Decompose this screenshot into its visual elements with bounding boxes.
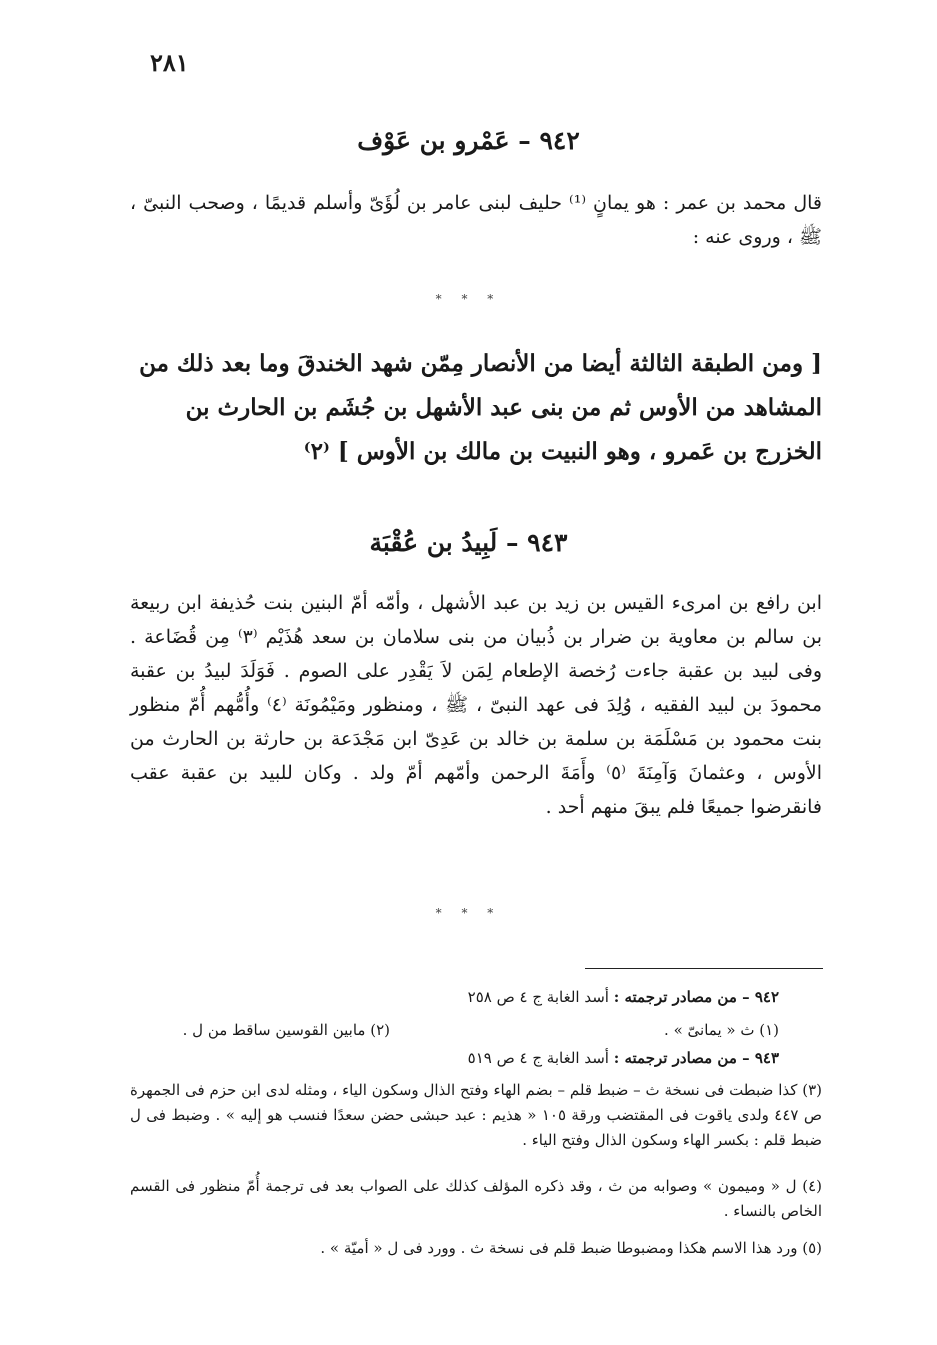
entry-942-title: ٩٤٢ – عَمْرو بن عَوْف: [357, 126, 580, 155]
footnote-source-943: [79, 1046, 779, 1071]
footnote-source-942: [79, 985, 779, 1010]
footnote-rule: [585, 968, 823, 969]
entry-943-text: ابن رافع بن امرىء القيس بن زيد بن عبد الأشهل ، وأمّه أمّ البنين بنت حُذيفة ابن ربيعة بن سالم بن معاوية بن ضرار بن ذُبيان من بنى سلامان بن سعد هُذَيْم ⁽٣⁾ مِن قُضَاعة . وفى لبيد بن عقبة جاءت رُخصة الإطعام لِمَن لاَ يَقْدِر على الصوم . فَوَلَدَ لبيدُ بن عقبة محمودَ بن لبيد الفقيه ، وُلِدَ فى عهد النبىّ ، ﷺ ، ومنظور ومَيْمُونَة ⁽٤⁾ وأُمُّهم أُمّ منظور بنت محمود بن مَسْلَمَة بن سلمة بن خالد بن عَدِىّ ابن مَجْدَعة بن حارثة بن الحارث من الأوس ، وعثمانَ وَآمِنَةَ ⁽٥⁾ وأَمَةَ الرحمن وأمّهم أمّ ولد . وكان للبيد بن عقبة عقب فانقرضوا جميعًا فلم يبقَ منهم أحد .: [130, 592, 823, 818]
separator-stars: * * *: [435, 906, 502, 920]
footnote-2: (٢) مابين القوسين ساقط من ل .: [182, 1021, 390, 1039]
footnote-1: (١) ث « يمانىّ » .: [664, 1021, 779, 1039]
section-heading: [ ومن الطبقة الثالثة أيضا من الأنصار مِمّن شهد الخندقَ وما بعد ذلك من المشاهد من الأوس ثم من بنى عبد الأشهل بن جُشَم بن الحارث بن الخزرج بن عَمرو ، وهو النبيت بن مالك بن الأوس ] ⁽٢⁾: [139, 350, 822, 465]
entry-943-title: ٩٤٣ – لَبِيدُ بن عُقْبَة: [369, 528, 568, 557]
source-label: ٩٤٣ – من مصادر ترجمته :: [613, 1049, 779, 1067]
source-label: ٩٤٢ – من مصادر ترجمته :: [613, 988, 779, 1006]
source-text: أسد الغابة ج ٤ ص ٢٥٨: [467, 988, 609, 1006]
footnote-3: (٣) كذا ضبطت فى نسخة ث – ضبط قلم – بضم الهاء وفتح الذال وسكون الياء ، ومثله لدى ابن حزم فى الجمهرة ص ٤٤٧ ولدى ياقوت فى المقتضب ورقة ١٠٥ « هذيم : عبد حبشى حضن سعدًا فنسب هو إليه » . وضبط فى ل ضبط قلم : بكسر الهاء وسكون الذال وفتح الياء .: [130, 1081, 822, 1149]
source-text: أسد الغابة ج ٤ ص ٥١٩: [467, 1049, 609, 1067]
separator-stars: * * *: [435, 292, 502, 306]
footnote-4: (٤) ل « وميمون » وصوابه من ث ، وقد ذكره المؤلف كذلك على الصواب بعد فى ترجمة أُمّ منظور فى القسم الخاص بالنساء .: [130, 1177, 822, 1220]
footnote-5: (٥) ورد هذا الاسم هكذا ومضبوطا ضبط قلم فى نسخة ث . وورد فى ل « أميّة » .: [320, 1239, 822, 1257]
entry-942-text: قال محمد بن عمر : هو يمانٍ ⁽¹⁾ حليف لبنى عامر بن لُؤَىّ وأسلم قديمًا ، وصحب النبىّ ، ﷺ ، وروى عنه :: [130, 192, 823, 248]
page-number: ٢٨١: [150, 48, 189, 77]
